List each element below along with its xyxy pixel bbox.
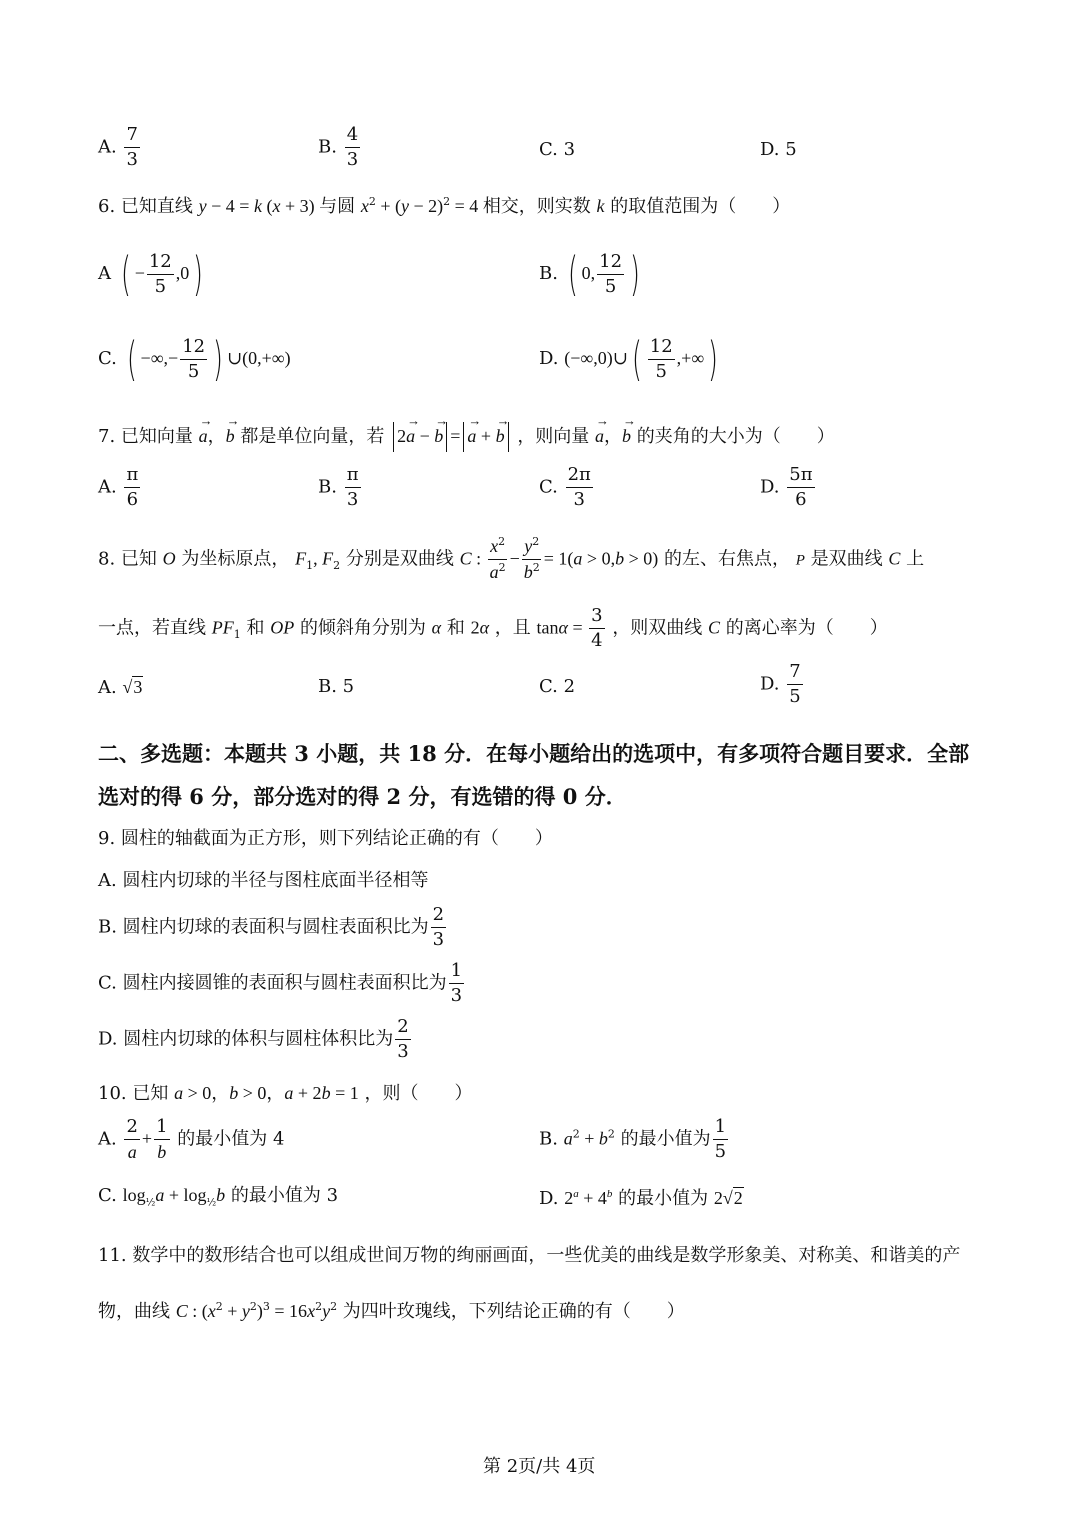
q8-text: 上	[906, 548, 925, 570]
q8-text: 和	[246, 617, 265, 639]
q8-text: 分别是双曲线	[345, 548, 454, 570]
q6-tail: 的取值范围为（ ）	[610, 196, 791, 217]
option-label: D.	[760, 673, 780, 695]
q7-stem: 7. 已知向量 → a，→ b 都是单位向量，若 2→ a − → b =→ a + → b ，则向量 → a，→ b 的夹角的大小为（ ）	[98, 422, 835, 452]
option-label: C.	[539, 476, 558, 498]
option-label: D.	[539, 348, 559, 369]
q8-text: 一点，若直线	[98, 617, 206, 639]
q6-option-b: B. ( 0, $\frac{12}{5}$ )	[539, 247, 640, 301]
q8-text: ，则双曲线	[612, 617, 703, 639]
q7-text: 的夹角的大小为（ ）	[636, 426, 835, 447]
fraction: $\frac{4}{3}$	[346, 124, 359, 170]
q10-option-d: D. $2^a + 4^b$ 的最小值为 2√2	[539, 1188, 743, 1209]
option-label: C.	[98, 348, 117, 369]
section-heading-line2: 选对的得 6 分，部分选对的得 2 分，有选错的得 0 分．	[98, 784, 627, 809]
option-label: D.	[760, 476, 780, 498]
q11-text: 物，曲线	[98, 1301, 170, 1322]
option-label: A	[98, 263, 111, 284]
q9-option-a: A. 圆柱内切球的半径与图柱底面半径相等	[98, 870, 429, 891]
q7-option-c: C. $\frac{2\pi}{3}$	[539, 464, 591, 510]
q8-text: 是双曲线	[810, 548, 883, 570]
q8-line1: 8. 已知 O 为坐标原点， $F_1$, $F_2$ 分别是双曲线 C : $\frac{x^2}{a^2}$ − $\frac{y^2}{b^2}$ = 1(a > 0,b > 0) 的左、右焦点， P 是双曲线 C 上	[98, 535, 925, 582]
q8-text: 的左、右焦点，	[663, 548, 790, 570]
option-label: A.	[98, 136, 117, 158]
q8-text: 和	[446, 617, 465, 639]
q6-mid: 与圆	[319, 196, 356, 217]
q10-option-a: A. $\frac{2}{a}$ + $\frac{1}{b}$ 的最小值为 4	[98, 1116, 285, 1162]
option-label: C.	[98, 1185, 117, 1206]
q9-option-d: D. 圆柱内切球的体积与圆柱体积比为 $\frac{2}{3}$	[98, 1016, 409, 1062]
option-text: 的最小值为	[618, 1188, 709, 1209]
option-label: B.	[318, 136, 337, 158]
option-label: D.	[539, 1188, 559, 1209]
q10-option-b: B. $a^2 + b^2$ 的最小值为 $\frac{1}{5}$	[539, 1116, 727, 1162]
q8-option-b: B. 5	[318, 676, 355, 697]
q9-stem: 9. 圆柱的轴截面为正方形，则下列结论正确的有（ ）	[98, 828, 553, 849]
fraction: $\frac{7}{3}$	[126, 124, 138, 170]
q5-option-b	[318, 126, 362, 169]
q11-line1: 11. 数学中的数形结合也可以组成世间万物的绚丽画面，一些优美的曲线是数学形象美、对称美、和谐美的产	[98, 1245, 961, 1266]
q6-option-d: D. (−∞,0)∪( $\frac{12}{5}$ ,+∞)	[539, 332, 719, 386]
q7-option-a: A. $\frac{\pi}{6}$	[98, 464, 139, 510]
option-label: B.	[318, 476, 337, 498]
option-label: A.	[98, 677, 117, 698]
q6-option-a: A ( − $\frac{12}{5}$ ,0)	[98, 247, 204, 301]
q8-option-d: D. $\frac{7}{5}$	[760, 661, 801, 707]
q8-line2: 一点，若直线 $PF_1$ 和 OP 的倾斜角分别为 α 和 2α ，且 tanα = $\frac{3}{4}$ ，则双曲线 C 的离心率为（ ）	[98, 605, 888, 651]
q8-text: 的倾斜角分别为	[299, 617, 426, 639]
option-text: C. 圆柱内接圆锥的表面积与圆柱表面积比为	[98, 972, 447, 994]
option-label: A.	[98, 1128, 117, 1150]
option-text: B. 圆柱内切球的表面积与圆柱表面积比为	[98, 916, 429, 938]
option-text: 的最小值为 4	[177, 1128, 285, 1150]
q8-option-a: A. √3	[98, 677, 143, 698]
q7-text: ，则向量	[517, 426, 590, 447]
q5-option-c: C. 3	[539, 139, 576, 160]
q9-option-b: B. 圆柱内切球的表面积与圆柱表面积比为 $\frac{2}{3}$	[98, 904, 445, 950]
q10-stem: 10. 已知 a > 0，b > 0，a + 2b = 1 ，则（ ）	[98, 1083, 473, 1104]
q8-text: 为坐标原点，	[181, 548, 290, 570]
q9-option-c: C. 圆柱内接圆锥的表面积与圆柱表面积比为 $\frac{1}{3}$	[98, 960, 463, 1006]
option-label: B.	[539, 1128, 558, 1150]
q6-suffix: 相交，则实数	[482, 196, 591, 217]
q5-option-a	[98, 126, 142, 169]
option-label: B.	[539, 263, 558, 284]
option-text: 的最小值为 3	[230, 1185, 339, 1206]
section-heading-line1: 二、多选题：本题共 3 小题，共 18 分．在每小题给出的选项中，有多项符合题目要求．全部	[98, 741, 970, 766]
q7-text: 7. 已知向量	[98, 426, 193, 447]
q8-option-c: C. 2	[539, 676, 576, 697]
q10-option-c: C. $\log_{\frac{1}{2}}a + \log_{\frac{1}{2}}b$ 的最小值为 3	[98, 1185, 339, 1209]
q7-text: 都是单位向量，若	[240, 426, 385, 447]
q10-text: 10. 已知	[98, 1083, 169, 1104]
option-label: A.	[98, 476, 117, 498]
q11-text: 为四叶玫瑰线，下列结论正确的有（ ）	[342, 1301, 685, 1322]
q7-option-d: D. $\frac{5\pi}{6}$	[760, 464, 813, 510]
q6-prefix: 6. 已知直线	[98, 196, 193, 217]
option-text: 的最小值为	[620, 1128, 711, 1150]
q7-option-b: B. $\frac{\pi}{3}$	[318, 464, 359, 510]
option-text: D. 圆柱内切球的体积与圆柱体积比为	[98, 1028, 394, 1050]
q11-line2: 物，曲线 C : $(x^2 + y^2)^3 = 16x^2y^2$ 为四叶玫瑰线，下列结论正确的有（ ）	[98, 1300, 685, 1322]
q8-text: 的离心率为（ ）	[725, 617, 888, 639]
q8-text: 8. 已知	[98, 548, 157, 570]
q8-text: ，且	[494, 617, 531, 639]
q10-text: ，则（ ）	[364, 1083, 473, 1104]
q6-option-c: C. ( −∞,− $\frac{12}{5}$ ) ∪(0,+∞)	[98, 332, 291, 386]
q6-stem: 6. 已知直线 y − 4 = k (x + 3) 与圆 $x^2 + (y - 2)^2 = 4$ 相交，则实数 k 的取值范围为（ ）	[98, 195, 791, 217]
q5-option-d: D. 5	[760, 139, 797, 160]
page-footer: 第 2页/共 4页	[483, 1456, 596, 1477]
